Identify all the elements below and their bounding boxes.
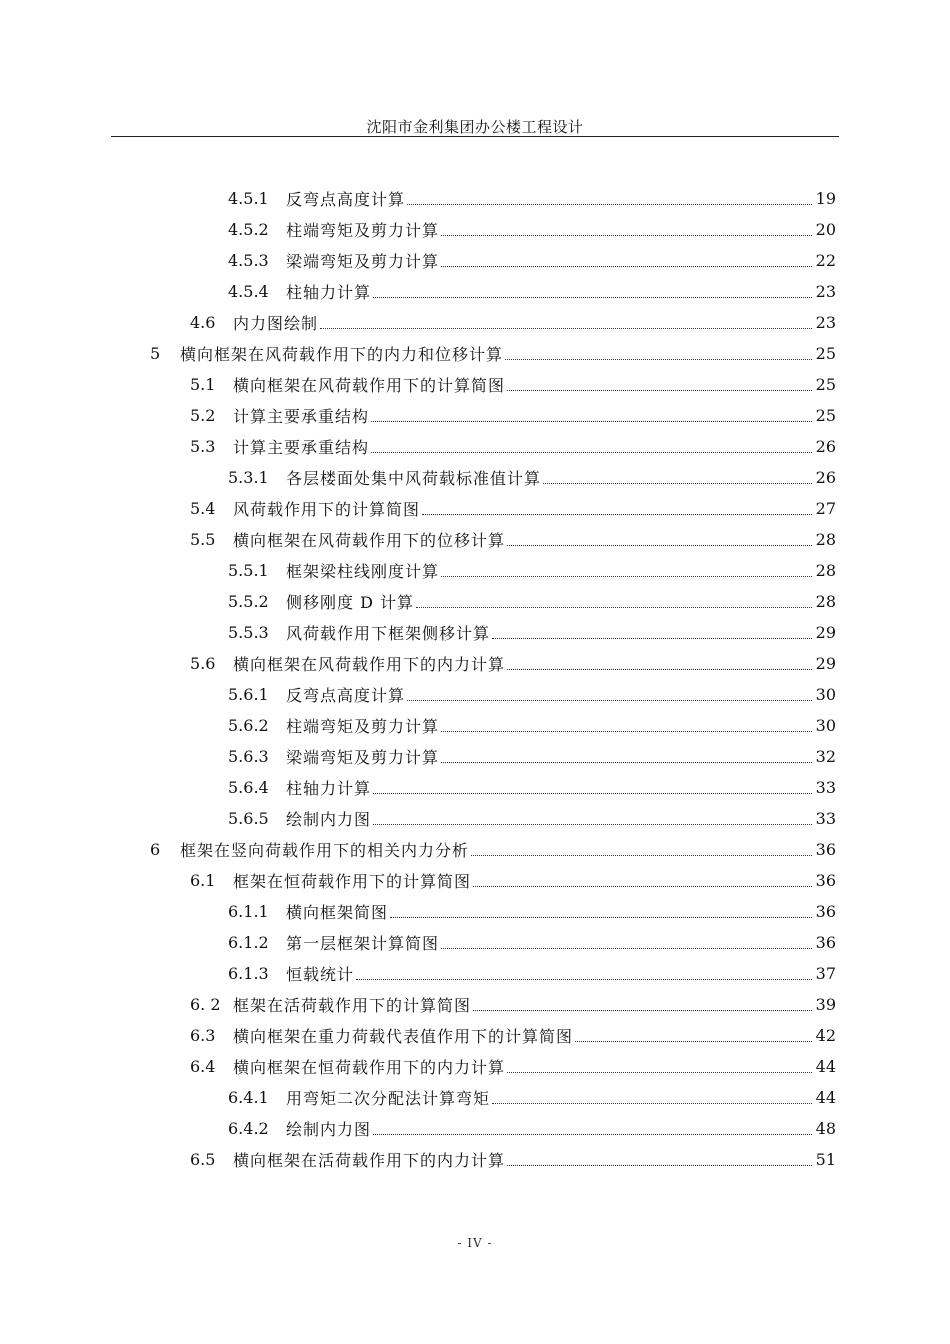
toc-dot-leader: [441, 948, 812, 949]
toc-entry[interactable]: [0, 927, 950, 958]
toc-entry-number: 4.5.2: [228, 220, 269, 239]
toc-entry-number: 4.6: [190, 313, 216, 332]
toc-dot-leader: [422, 514, 812, 515]
toc-entry-title: 柱端弯矩及剪力计算: [286, 221, 440, 240]
toc-entry-title: 横向框架在风荷载作用下的计算简图: [233, 376, 506, 395]
toc-entry-number: 5.4: [190, 499, 216, 518]
toc-entry-number: 6.3: [190, 1026, 216, 1045]
toc-entry-title: 柱轴力计算: [286, 283, 372, 302]
toc-entry-number: 5.6.2: [228, 716, 269, 735]
toc-entry-number: 5.5.3: [228, 623, 269, 642]
toc-dot-leader: [575, 1041, 812, 1042]
toc-entry-title: 横向框架在恒荷载作用下的内力计算: [233, 1058, 506, 1077]
toc-entry[interactable]: [0, 307, 950, 338]
toc-dot-leader: [373, 793, 812, 794]
toc-entry-number: 5.2: [190, 406, 216, 425]
toc-entry-title: 恒载统计: [286, 965, 355, 984]
toc-entry[interactable]: [0, 896, 950, 927]
toc-entry-number: 5.6.4: [228, 778, 269, 797]
toc-entry[interactable]: [0, 462, 950, 493]
toc-dot-leader: [492, 638, 812, 639]
toc-dot-leader: [320, 328, 812, 329]
toc-entry[interactable]: [0, 648, 950, 679]
toc-entry[interactable]: [0, 276, 950, 307]
toc-entry-title: 绘制内力图: [286, 810, 372, 829]
toc-dot-leader: [473, 1010, 812, 1011]
toc-entry-title: 柱轴力计算: [286, 779, 372, 798]
toc-entry[interactable]: [0, 400, 950, 431]
toc-entry-page: 36: [815, 840, 836, 859]
toc-dot-leader: [507, 1165, 812, 1166]
toc-entry-page: 36: [815, 933, 836, 952]
toc-dot-leader: [441, 731, 812, 732]
toc-dot-leader: [507, 545, 812, 546]
toc-entry-number: 5.5.2: [228, 592, 269, 611]
toc-entry-number: 5.5.1: [228, 561, 269, 580]
toc-entry[interactable]: [0, 586, 950, 617]
toc-entry-page: 28: [815, 592, 836, 611]
toc-entry-title: 内力图绘制: [233, 314, 319, 333]
toc-entry-page: 23: [815, 313, 836, 332]
toc-entry-page: 29: [815, 623, 836, 642]
toc-dot-leader: [507, 669, 812, 670]
toc-dot-leader: [441, 576, 812, 577]
toc-entry-page: 32: [815, 747, 836, 766]
toc-entry-page: 28: [815, 561, 836, 580]
toc-entry-page: 36: [815, 902, 836, 921]
toc-entry-number: 5.6: [190, 654, 216, 673]
toc-entry-title: 框架梁柱线刚度计算: [286, 562, 440, 581]
toc-entry-page: 19: [815, 189, 836, 208]
toc-entry-number: 6.1.2: [228, 933, 269, 952]
toc-entry-title: 横向框架在风荷载作用下的位移计算: [233, 531, 506, 550]
toc-entry-page: 44: [815, 1088, 836, 1107]
toc-entry[interactable]: [0, 524, 950, 555]
toc-entry-title: 横向框架在风荷载作用下的内力计算: [233, 655, 506, 674]
toc-entry-page: 28: [815, 530, 836, 549]
toc-entry-title: 横向框架在重力荷载代表值作用下的计算简图: [233, 1027, 574, 1046]
toc-entry-title: 横向框架在活荷载作用下的内力计算: [233, 1151, 506, 1170]
header-rule: [111, 136, 839, 137]
toc-entry[interactable]: [0, 1051, 950, 1082]
toc-dot-leader: [473, 886, 812, 887]
toc-entry-title: 框架在竖向荷载作用下的相关内力分析: [180, 841, 470, 860]
toc-entry-number: 6.1: [190, 871, 216, 890]
toc-entry[interactable]: [0, 958, 950, 989]
toc-entry-title: 各层楼面处集中风荷载标准值计算: [286, 469, 542, 488]
toc-entry-title: 第一层框架计算简图: [286, 934, 440, 953]
toc-entry-title: 反弯点高度计算: [286, 686, 406, 705]
toc-entry-title: 横向框架简图: [286, 903, 389, 922]
toc-entry[interactable]: [0, 772, 950, 803]
toc-entry-number: 6: [150, 840, 161, 859]
toc-entry-page: 33: [815, 809, 836, 828]
toc-dot-leader: [390, 917, 812, 918]
toc-entry[interactable]: [0, 803, 950, 834]
toc-entry-page: 48: [815, 1119, 836, 1138]
toc-entry-title: 横向框架在风荷载作用下的内力和位移计算: [180, 345, 504, 364]
toc-dot-leader: [441, 762, 812, 763]
toc-entry-page: 37: [815, 964, 836, 983]
toc-dot-leader: [371, 452, 812, 453]
toc-entry[interactable]: [0, 555, 950, 586]
toc-entry-page: 30: [815, 716, 836, 735]
toc-dot-leader: [492, 1103, 812, 1104]
toc-entry[interactable]: [0, 183, 950, 214]
toc-entry-number: 5.5: [190, 530, 216, 549]
toc-dot-leader: [407, 700, 812, 701]
toc-entry-number: 4.5.3: [228, 251, 269, 270]
toc-entry[interactable]: [0, 214, 950, 245]
toc-entry-number: 4.5.4: [228, 282, 269, 301]
toc-entry[interactable]: [0, 245, 950, 276]
toc-entry-page: 33: [815, 778, 836, 797]
toc-entry[interactable]: [0, 617, 950, 648]
toc-entry-title: 绘制内力图: [286, 1120, 372, 1139]
toc-entry[interactable]: [0, 679, 950, 710]
toc-entry-number: 5.6.3: [228, 747, 269, 766]
toc-entry[interactable]: [0, 1113, 950, 1144]
toc-entry-title: 框架在活荷载作用下的计算简图: [233, 996, 472, 1015]
toc-entry-number: 6. 2: [190, 995, 221, 1014]
toc-entry[interactable]: [0, 431, 950, 462]
toc-entry[interactable]: [0, 865, 950, 896]
toc-entry-page: 44: [815, 1057, 836, 1076]
toc-entry[interactable]: [0, 1082, 950, 1113]
toc-entry-page: 22: [815, 251, 836, 270]
toc-dot-leader: [371, 421, 812, 422]
toc-entry-title: 计算主要承重结构: [233, 407, 370, 426]
toc-entry-title: 侧移刚度 D 计算: [286, 593, 415, 612]
toc-entry-title: 框架在恒荷载作用下的计算简图: [233, 872, 472, 891]
toc-entry[interactable]: [0, 1144, 950, 1175]
toc-entry-page: 23: [815, 282, 836, 301]
toc-entry-title: 反弯点高度计算: [286, 190, 406, 209]
toc-entry-number: 5.3: [190, 437, 216, 456]
toc-dot-leader: [507, 390, 812, 391]
toc-entry-page: 25: [815, 406, 836, 425]
toc-entry-number: 6.1.3: [228, 964, 269, 983]
toc-entry[interactable]: [0, 710, 950, 741]
running-header-title: 沈阳市金利集团办公楼工程设计: [366, 118, 584, 136]
toc-dot-leader: [441, 235, 812, 236]
toc-entry-page: 42: [815, 1026, 836, 1045]
toc-entry-number: 5.1: [190, 375, 216, 394]
toc-dot-leader: [505, 359, 812, 360]
toc-entry-number: 6.4.2: [228, 1119, 269, 1138]
toc-dot-leader: [471, 855, 812, 856]
toc-dot-leader: [507, 1072, 812, 1073]
toc-entry-title: 风荷载作用下框架侧移计算: [286, 624, 491, 643]
toc-dot-leader: [373, 297, 812, 298]
toc-entry-page: 30: [815, 685, 836, 704]
toc-dot-leader: [543, 483, 812, 484]
toc-entry[interactable]: [0, 338, 950, 369]
toc-entry-title: 风荷载作用下的计算简图: [233, 500, 421, 519]
toc-entry[interactable]: [0, 493, 950, 524]
toc-entry-number: 5: [150, 344, 161, 363]
toc-entry-title: 柱端弯矩及剪力计算: [286, 717, 440, 736]
toc-entry-title: 梁端弯矩及剪力计算: [286, 252, 440, 271]
toc-entry-page: 51: [815, 1150, 836, 1169]
toc-entry-page: 25: [815, 375, 836, 394]
toc-entry-number: 6.5: [190, 1150, 216, 1169]
toc-entry[interactable]: [0, 1020, 950, 1051]
toc-entry[interactable]: [0, 369, 950, 400]
toc-entry-title: 梁端弯矩及剪力计算: [286, 748, 440, 767]
toc-entry[interactable]: [0, 989, 950, 1020]
toc-entry-title: 用弯矩二次分配法计算弯矩: [286, 1089, 491, 1108]
toc-entry-number: 6.4.1: [228, 1088, 269, 1107]
toc-dot-leader: [407, 204, 812, 205]
toc-entry-page: 20: [815, 220, 836, 239]
toc-entry[interactable]: [0, 834, 950, 865]
toc-entry-page: 26: [815, 437, 836, 456]
toc-dot-leader: [373, 824, 812, 825]
toc-entry-page: 29: [815, 654, 836, 673]
toc-entry-page: 39: [815, 995, 836, 1014]
toc-entry-number: 5.3.1: [228, 468, 269, 487]
toc-entry-number: 5.6.5: [228, 809, 269, 828]
toc-dot-leader: [356, 979, 812, 980]
toc-entry-number: 4.5.1: [228, 189, 269, 208]
toc-entry-page: 27: [815, 499, 836, 518]
toc-entry-page: 36: [815, 871, 836, 890]
toc-entry-title: 计算主要承重结构: [233, 438, 370, 457]
toc-entry-page: 26: [815, 468, 836, 487]
page-number: - IV -: [457, 1236, 493, 1250]
toc-entry-number: 5.6.1: [228, 685, 269, 704]
toc-entry-number: 6.4: [190, 1057, 216, 1076]
toc-entry[interactable]: [0, 741, 950, 772]
toc-entry-number: 6.1.1: [228, 902, 269, 921]
toc-entry-page: 25: [815, 344, 836, 363]
toc-dot-leader: [441, 266, 812, 267]
toc-dot-leader: [416, 607, 812, 608]
table-of-contents: [0, 183, 950, 1175]
toc-dot-leader: [373, 1134, 812, 1135]
